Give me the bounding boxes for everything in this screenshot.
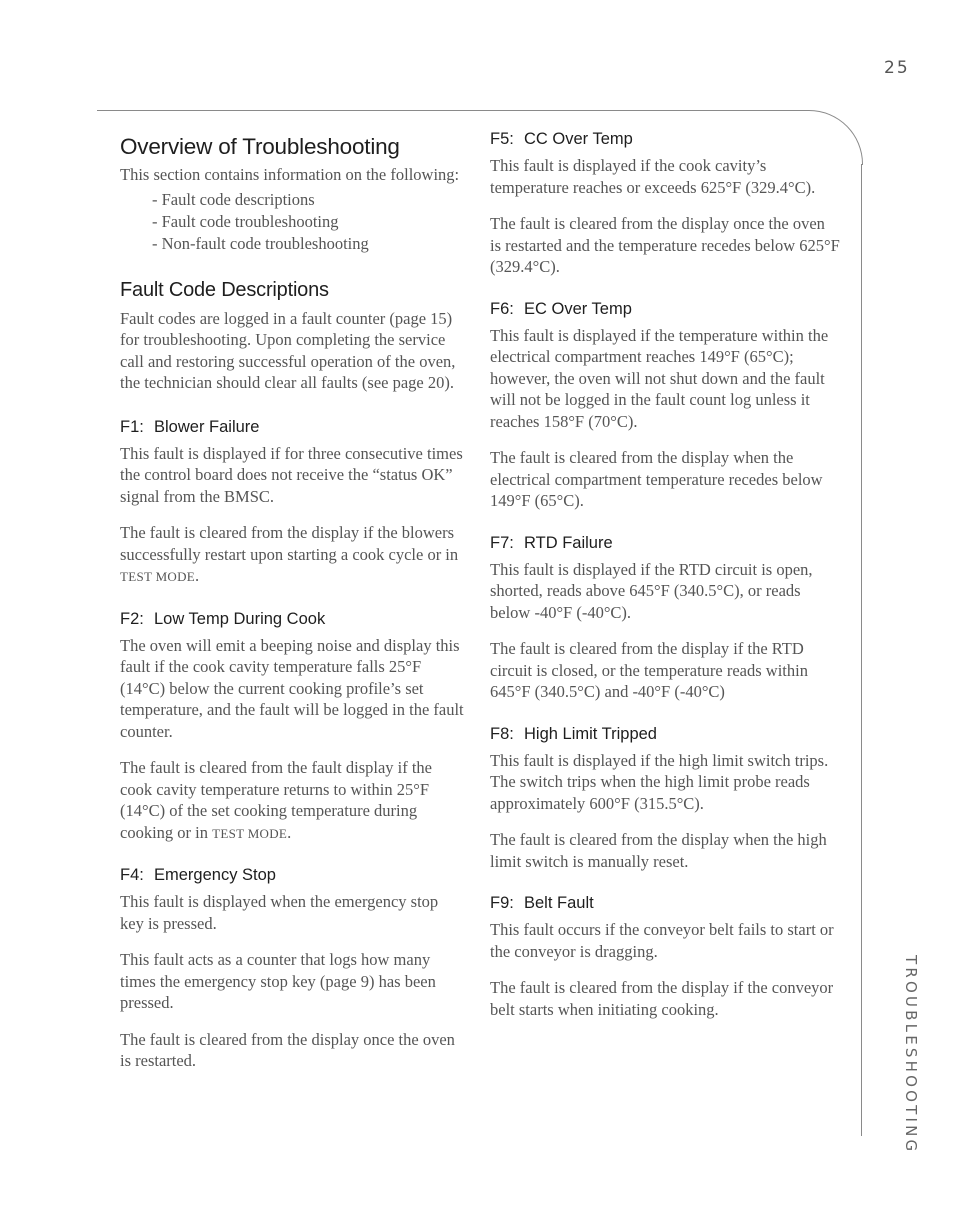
fault-name: Emergency Stop — [154, 866, 276, 884]
fault-code: F7: — [490, 533, 514, 552]
fault-name: Belt Fault — [524, 894, 594, 912]
list-item: - Fault code descriptions — [152, 189, 315, 209]
list-item: - Fault code troubleshooting — [152, 211, 339, 231]
fault-f6 — [490, 300, 840, 512]
fault-f8 — [490, 725, 840, 873]
fault-paragraph: The oven will emit a beeping noise and display this fault if the cook cavity temperature falls 25°F (14°C) below the current cooking profile’s set temperature, and the fault will be logged in the fault counter. — [120, 635, 464, 741]
fault-title — [490, 534, 840, 553]
fault-title — [490, 130, 840, 149]
overview-intro: This section contains information on the following: — [120, 165, 460, 184]
descriptions-body: Fault codes are logged in a fault counter (page 15) for troubleshooting. Upon completing the service call and restoring successful operation of the oven, the technician should clear all faults (see page 20). — [120, 308, 456, 392]
fault-paragraph: This fault is displayed when the emergency stop key is pressed. — [120, 892, 439, 933]
fault-paragraph: The fault is cleared from the display if the blowers successfully restart upon starting a cook cycle or in TEST MODE. — [120, 523, 459, 585]
fault-f1 — [120, 418, 465, 588]
fault-code: F8: — [490, 724, 514, 743]
fault-code: F4: — [120, 866, 144, 884]
fault-code: F6: — [490, 299, 514, 318]
overview-list — [120, 189, 465, 255]
section-side-tab: TROUBLESHOOTING — [902, 955, 920, 1155]
frame-right-rule — [861, 164, 862, 1136]
fault-code: F5: — [490, 130, 514, 148]
fault-paragraph: The fault is cleared from the display when the electrical compartment temperature recedes below 149°F (65°C). — [490, 448, 823, 510]
fault-f5 — [490, 130, 840, 278]
fault-name: RTD Failure — [524, 533, 613, 552]
fault-name: Blower Failure — [154, 417, 260, 436]
fault-f7 — [490, 534, 840, 703]
fault-code: F1: — [120, 417, 144, 436]
descriptions-title: Fault Code Descriptions — [120, 278, 329, 301]
fault-title — [490, 725, 840, 744]
fault-code: F2: — [120, 609, 144, 628]
page-number: 25 — [884, 58, 910, 78]
overview-section — [120, 134, 465, 255]
fault-paragraph: This fault is displayed if the temperature within the electrical compartment reaches 149°F (65°C); however, the oven will not shut down and the fault will not be logged in the fault count log unless it reaches 158°F (70°C). — [490, 325, 829, 431]
fault-paragraph: This fault is displayed if the cook cavity’s temperature reaches or exceeds 625°F (329.4°C). — [490, 156, 816, 197]
fault-f9 — [490, 894, 840, 1020]
fault-title — [490, 894, 840, 913]
fault-paragraph: The fault is cleared from the display when the high limit switch is manually reset. — [490, 830, 827, 871]
descriptions-section — [120, 279, 465, 394]
fault-code: F9: — [490, 894, 514, 912]
list-item: - Non-fault code troubleshooting — [152, 233, 369, 253]
fault-paragraph: The fault is cleared from the display if the RTD circuit is closed, or the temperature reads within 645°F (340.5°C) and -40°F (-40°C) — [490, 639, 808, 701]
fault-f4 — [120, 866, 465, 1072]
fault-paragraph: The fault is cleared from the display once the oven is restarted. — [120, 1029, 455, 1070]
fault-paragraph: The fault is cleared from the fault display if the cook cavity temperature returns to within 25°F (14°C) of the set cooking temperature during cooking or in TEST MODE. — [120, 758, 433, 842]
frame-top-rule — [97, 110, 808, 111]
fault-title — [120, 610, 465, 629]
fault-paragraph: The fault is cleared from the display if the conveyor belt starts when initiating cooking. — [490, 978, 834, 1019]
overview-title: Overview of Troubleshooting — [120, 134, 400, 159]
fault-title — [120, 866, 465, 885]
test-mode-label: TEST MODE — [120, 569, 196, 584]
fault-f2 — [120, 610, 465, 845]
left-column — [120, 130, 465, 1094]
fault-name: EC Over Temp — [524, 299, 632, 318]
fault-paragraph: This fault is displayed if the RTD circuit is open, shorted, reads above 645°F (340.5°C), or reads below -40°F (-40°C). — [490, 559, 813, 622]
fault-paragraph: The fault is cleared from the display once the oven is restarted and the temperature recedes below 625°F (329.4°C). — [490, 214, 840, 276]
fault-title — [120, 418, 465, 437]
fault-paragraph: This fault is displayed if for three consecutive times the control board does not receive the “status OK” signal from the BMSC. — [120, 443, 463, 506]
fault-paragraph: This fault occurs if the conveyor belt fails to start or the conveyor is dragging. — [490, 920, 834, 961]
fault-name: High Limit Tripped — [524, 724, 657, 743]
fault-name: Low Temp During Cook — [154, 609, 326, 628]
fault-title — [490, 300, 840, 319]
fault-paragraph: This fault acts as a counter that logs how many times the emergency stop key (page 9) has been pressed. — [120, 950, 436, 1012]
fault-name: CC Over Temp — [524, 130, 633, 148]
right-column — [490, 130, 840, 1042]
test-mode-label: TEST MODE — [212, 825, 288, 841]
fault-paragraph: This fault is displayed if the high limit switch trips. The switch trips when the high limit probe reads approximately 600°F (315.5°C). — [490, 750, 829, 813]
